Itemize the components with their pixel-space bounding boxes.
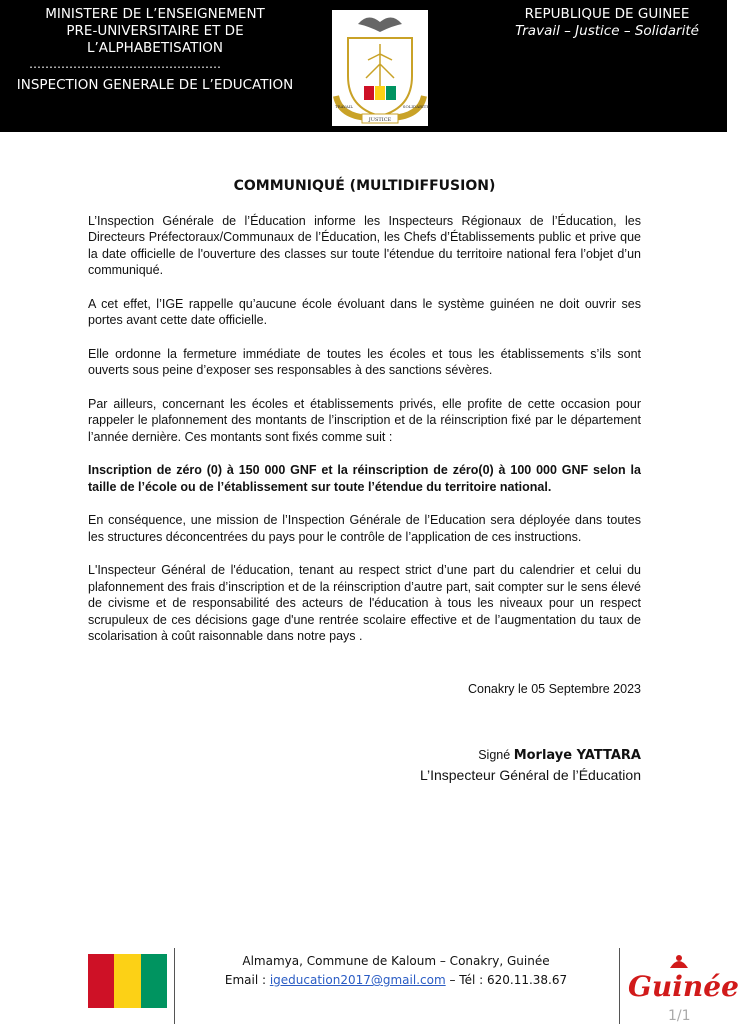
flag-stripe-green [141,954,167,1008]
emblem-label-left: TRAVAIL [334,104,354,109]
paragraph-7: L'Inspecteur Général de l'éducation, tenant au respect strict d’une part du calendrier et celui du plafonnement des frais d’inscription et de la réinscription d’autre part, sait compter sur le sens élevé de civisme et de responsabilité des acteurs de l'éducation à tous les niveaux pour un respect scrupuleux de ces décisions gage d'une rentrée scolaire effective et de l’augmentation du taux de scolarisation à coût raisonnable dans notre pays . [88,563,641,643]
republic-block [497,6,717,40]
signed-prefix: Signé [478,748,511,762]
page-number: 1/1 [668,1008,691,1024]
signature-block [420,748,641,783]
footer-divider-left [174,948,175,1024]
footer-email-link[interactable]: igeducation2017@gmail.com [269,973,446,987]
ministry-separator: ………………………………………… [29,57,221,71]
signer-role: L’Inspecteur Général de l’Éducation [419,767,641,783]
ministry-line-2: PRE-UNIVERSITAIRE ET DE [66,23,244,39]
footer-phone: – Tél : 620.11.38.67 [449,973,568,987]
emblem-label-right: SOLIDARITE [402,104,430,109]
republic-name: REPUBLIQUE DE GUINEE [524,6,690,22]
footer-contact [180,952,612,990]
flag-stripe-yellow [114,954,140,1008]
paragraph-6: En conséquence, une mission de l’Inspection Générale de l’Education sera déployée dans toutes les structures déconcentrées du pays pour le contrôle de l’application de ces instructions. [88,513,641,544]
fees-paragraph: Inscription de zéro (0) à 150 000 GNF et la réinscription de zéro(0) à 100 000 GNF selon la taille de l’école ou de l’établissement sur toute l’étendue du territoire national. [88,463,641,494]
signer-name: Morlaye YATTARA [513,748,641,763]
paragraph-3: Elle ordonne la fermeture immédiate de toutes les écoles et tous les établissements s’ils sont ouverts sous peine d’exposer ses responsables à des sanctions sévères. [88,346,641,377]
footer-email-label: Email : [224,973,267,987]
paragraph-2: A cet effet, l’IGE rappelle qu’aucune école évoluant dans le système guinéen ne doit ouvrir ses portes avant cette date officielle. [88,296,641,327]
ministry-line-1: MINISTERE DE L’ENSEIGNEMENT [45,6,265,22]
ministry-line-3: L’ALPHABETISATION [86,40,224,56]
republic-motto: Travail – Justice – Solidarité [515,23,699,39]
guinea-flag-icon [88,954,167,1008]
paragraph-4: Par ailleurs, concernant les écoles et établissements privés, elle profite de cette occasion pour rappeler le plafonnement des montants de l’inscription et de la réinscription fixé par le département l’année dernière. Ces montants sont fixés comme suit : [88,396,641,444]
ministry-block [0,6,310,94]
coat-of-arms-icon [318,4,442,128]
emblem-label-center: JUSTICE [368,117,392,123]
document-date: Conakry le 05 Septembre 2023 [467,682,641,696]
letterhead [0,0,727,132]
inspection-name: INSPECTION GENERALE DE L’EDUCATION [16,77,294,93]
document-title: COMMUNIQUÉ (MULTIDIFFUSION) [233,178,496,194]
footer-address: Almamya, Commune de Kaloum – Conakry, Guinée [242,954,550,968]
footer-divider-right [619,948,620,1024]
guinee-brand-logo: Guinée [628,970,739,1003]
flag-stripe-red [88,954,114,1008]
communique-body [88,178,641,662]
paragraph-1: L’Inspection Générale de l’Éducation informe les Inspecteurs Régionaux de l’Éducation, les Directeurs Préfectoraux/Communaux de l’Éducation, les Chefs d’Établissements public et prive que la date officielle de l'ouverture des classes sur toute l'étendue du territoire national fera l’objet d’un communiqué. [88,213,641,277]
